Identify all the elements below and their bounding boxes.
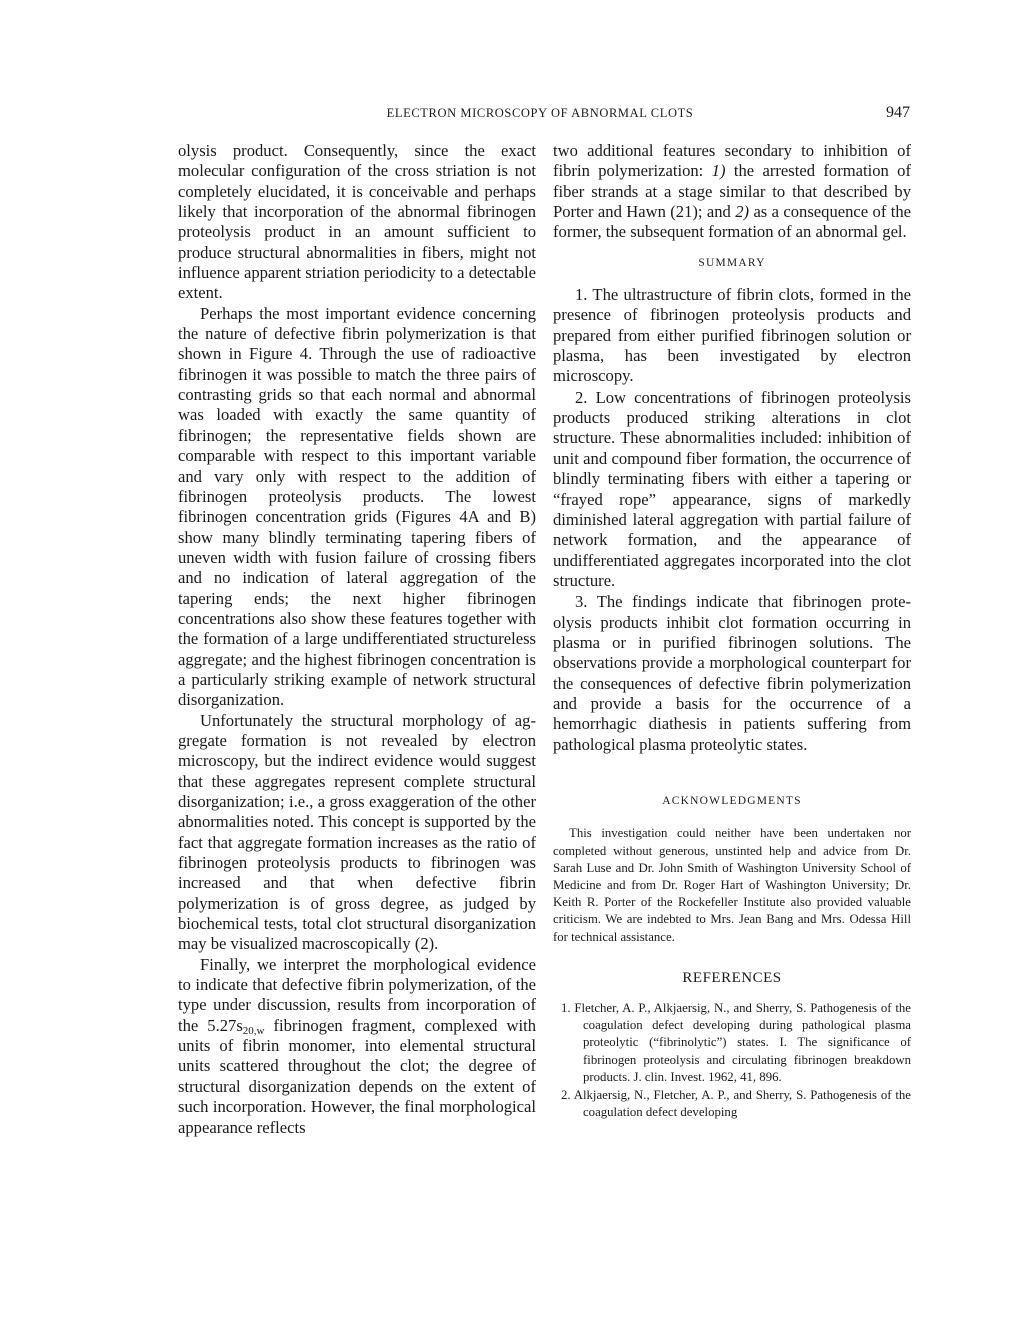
text-run: fibrinogen fragment, complexed with units of fibrin monomer, into elemental structural units scattered throughout the clot; the degree of structural disorganization depends on the extent of such incorporation. However, the final morphological appearance reflects — [178, 1015, 536, 1137]
left-column — [178, 141, 536, 1138]
acknowledgments-text: This investigation could neither have been undertaken nor completed without generous, unstinted help and advice from Dr. Sarah Luse and Dr. John Smith of Washington University School of Medicine and from Dr. Roger Hart of Washington University; Dr. Keith R. Porter of the Rockefeller Institute also provided valuable criticism. We are indebted to Mrs. Jean Bang and Mrs. Odessa Hill for technical assistance. — [553, 826, 911, 944]
acknowledgments-heading: ACKNOWLEDGMENTS — [662, 794, 802, 807]
text-run: Finally, we interpret the morphological evidence to indicate that defective fibrin polymerization, of the type under discussion, results from incorporation of the 5.27s — [178, 954, 536, 1035]
references-heading: REFERENCES — [682, 969, 782, 986]
right-column — [553, 141, 911, 1123]
text-run: the arrested formation of fiber strands at a stage similar to that described by Porter and Hawn (21); and — [553, 161, 912, 222]
body-paragraph: Unfortunately the structural morphology of aggregate formation is not revealed by electron microscopy, but the indirect evidence would suggest that these aggregates represent complete structural disorganization; i.e., a gross exaggeration of the other abnormalities noted. This concept is supported by the fact that aggregate formation increases as the ratio of fibrinogen proteolysis products to fibrinogen was increased and that when defective fibrin polymerization is of gross degree, as judged by biochemical tests, total clot structural disorganization may be visualized macroscopically (2). — [178, 710, 536, 954]
body-paragraph — [178, 955, 536, 1138]
subscript: 20,w — [242, 1024, 265, 1037]
page-number: 947 — [886, 104, 910, 121]
summary-item: 3. The findings indicate that fibrinogen proteolysis products inhibit clot formation occurring in plasma or in purified fibrinogen solutions. The observations provide a morphological counterpart for the consequences of defective fibrin polymerization and provide a basis for the occurrence of a hemorrhagic diathesis in patients suffering from pathological plasma proteolytic states. — [553, 592, 911, 754]
body-paragraph — [553, 141, 911, 243]
body-paragraph: Perhaps the most important evidence concerning the nature of defective fibrin polymerization is that shown in Figure 4. Through the use of radioactive fibrinogen it was possible to match the three pairs of contrasting grids so that each normal and abnormal was loaded with exactly the same quantity of fibrinogen; the representative fields shown are comparable with respect to this important variable and vary only with respect to the addition of fibrinogen proteolysis products. The lowest fibrinogen concentration grids (Figures 4A and B) show many blindly terminating tapering fibers of uneven width with fusion failure of crossing fibers and no indication of lateral aggregation of the tapering ends; the next higher fibrinogen concentrations also show these features together with the formation of a large undifferentiated structureless aggregate; and the highest fibrinogen concentration is a particularly striking example of network structural disorganization. — [178, 303, 536, 710]
summary-item: 1. The ultrastructure of fibrin clots, formed in the presence of fibrinogen proteolysis products and prepared from either purified fibrinogen solution or plasma, has been investigated by electron microscopy. — [553, 285, 911, 386]
reference-item: 2. Alkjaersig, N., Fletcher, A. P., and Sherry, S. Pathogenesis of the coagulation defect developing — [561, 1088, 911, 1120]
list-number: 2) — [735, 202, 750, 222]
summary-heading: SUMMARY — [698, 256, 766, 269]
text-run: as a consequence of the former, the subsequent formation of an abnormal gel. — [553, 202, 911, 242]
list-number: 1) — [711, 161, 726, 181]
reference-item: 1. Fletcher, A. P., Alkjaersig, N., and Sherry, S. Pathogenesis of the coagulation defect developing during pathological plasma proteolytic (“fibrinolytic”) states. I. The significance of fibrinogen proteolysis and circulating fibrinogen breakdown products. J. clin. Invest. 1962, 41, 896. — [561, 1001, 911, 1084]
text-run: two additional features secondary to inhibition of fibrin polymerization: — [553, 141, 911, 181]
summary-item: 2. Low concentrations of fibrinogen proteolysis products produced striking alterations in clot structure. These abnormalities included: inhibition of unit and compound fiber formation, the occurrence of blindly terminating fibers with either a tapering or “frayed rope” appearance, signs of markedly diminished lateral aggregation with partial failure of network formation, and the appearance of undifferentiated aggregates incorporated into the clot structure. — [553, 387, 911, 590]
body-paragraph: olysis product. Consequently, since the exact molecular configuration of the cross striation is not completely elucidated, it is conceivable and perhaps likely that incorporation of the abnormal fibrinogen proteolysis product in an amount sufficient to produce structural abnormalities in fibers, might not influence apparent striation periodicity to a detectable extent. — [178, 141, 536, 303]
running-title: ELECTRON MICROSCOPY OF ABNORMAL CLOTS — [386, 106, 694, 120]
